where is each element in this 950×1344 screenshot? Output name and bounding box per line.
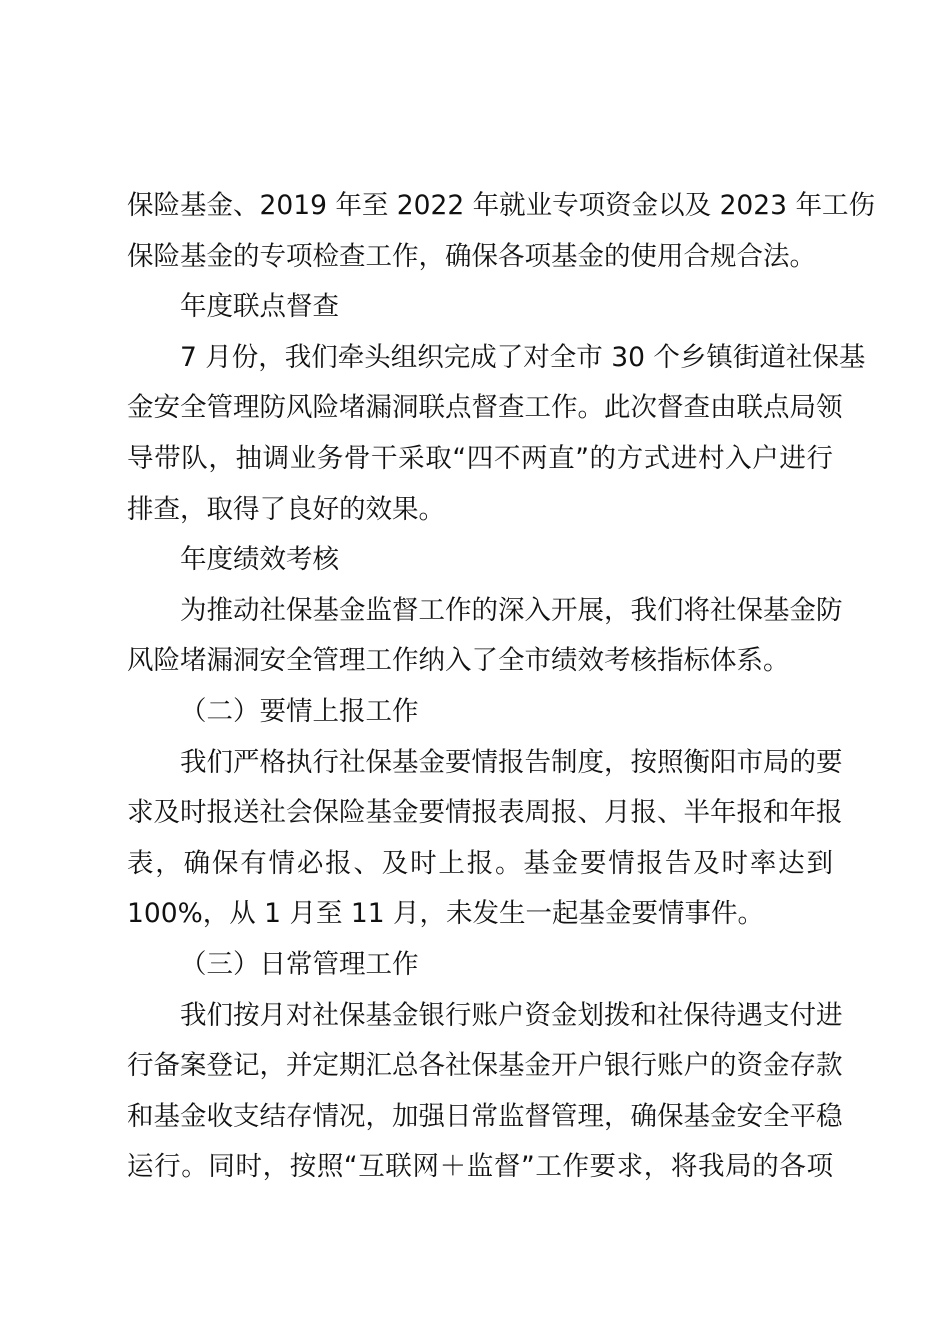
text-line: 求及时报送社会保险基金要情报表周报、月报、半年报和年报 [127,797,843,829]
text-line: 运行。同时，按照“互联网＋监督”工作要求，将我局的各项 [127,1151,833,1183]
text-line: 金安全管理防风险堵漏洞联点督查工作。此次督查由联点局领 [127,392,843,424]
text-line: 为推动社保基金监督工作的深入开展，我们将社保基金防 [180,594,843,626]
text-line: 风险堵漏洞安全管理工作纳入了全市绩效考核指标体系。 [127,645,790,677]
text-line: 我们按月对社保基金银行账户资金划拨和社保待遇支付进 [180,999,843,1031]
text-line: 7 月份，我们牵头组织完成了对全市 30 个乡镇街道社保基 [180,341,866,373]
text-line: （二）要情上报工作 [180,695,419,727]
text-line: 行备案登记，并定期汇总各社保基金开户银行账户的资金存款 [127,1050,843,1082]
text-line: 年度绩效考核 [180,544,339,576]
text-line: 和基金收支结存情况，加强日常监督管理，确保基金安全平稳 [127,1100,843,1132]
text-line: 保险基金、2019 年至 2022 年就业专项资金以及 2023 年工伤 [127,190,875,221]
text-line: 排查，取得了良好的效果。 [127,493,445,525]
text-line: 保险基金的专项检查工作，确保各项基金的使用合规合法。 [127,240,816,272]
body-text [127,181,875,1193]
text-line: 100%，从 1 月至 11 月，未发生一起基金要情事件。 [127,898,765,930]
text-line: 年度联点督查 [180,291,339,323]
text-line: （三）日常管理工作 [180,948,419,980]
text-line: 表，确保有情必报、及时上报。基金要情报告及时率达到 [127,847,833,879]
text-line: 导带队，抽调业务骨干采取“四不两直”的方式进村入户进行 [127,442,833,474]
text-line: 我们严格执行社保基金要情报告制度，按照衡阳市局的要 [180,746,843,778]
